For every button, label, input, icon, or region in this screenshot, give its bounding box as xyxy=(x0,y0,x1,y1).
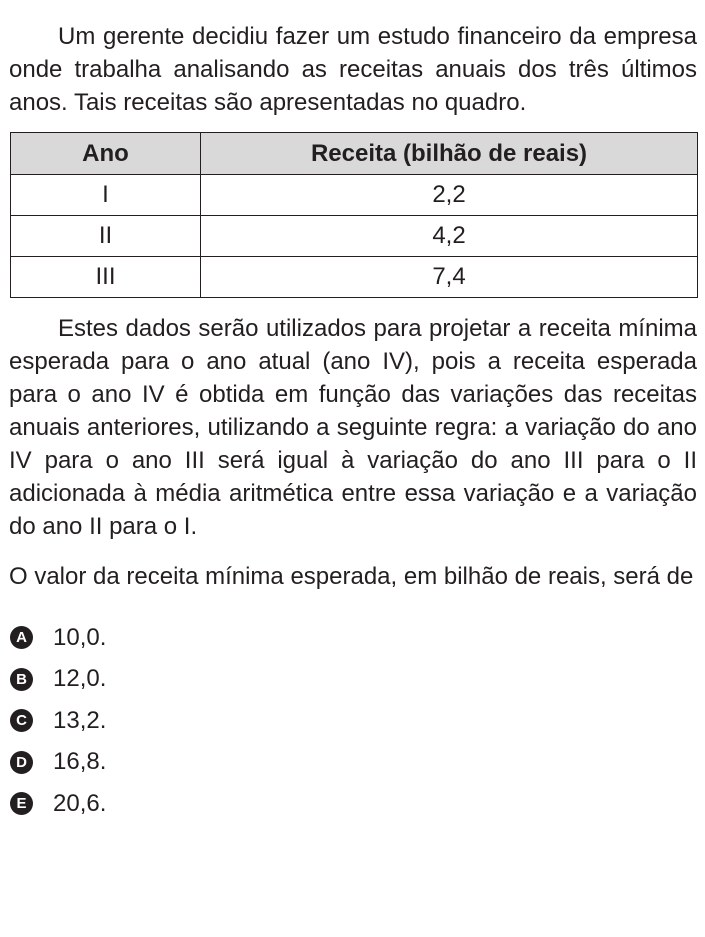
option-letter-badge: A xyxy=(10,626,33,649)
column-header-year: Ano xyxy=(11,133,201,175)
option-a[interactable] xyxy=(9,617,697,659)
option-letter-badge: B xyxy=(10,668,33,691)
question-prompt: O valor da receita mínima esperada, em bilhão de reais, será de xyxy=(9,563,694,590)
intro-paragraph: Um gerente decidiu fazer um estudo financeiro da empresa onde trabalha analisando as receitas anuais dos três últimos anos. Tais receitas são apresentadas no quadro. xyxy=(9,23,697,116)
option-text: 16,8. xyxy=(53,748,107,776)
rule-paragraph: Estes dados serão utilizados para projetar a receita mínima esperada para o ano atual (ano IV), pois a receita esperada para o ano IV é obtida em função das variações das receitas anuais anteriores, utilizando a seguinte regra: a variação do ano IV para o ano III será igual à variação do ano III para o II adicionada à média aritmética entre essa variação e a variação do ano II para o I. xyxy=(9,315,697,540)
year-cell: II xyxy=(11,216,201,257)
option-e[interactable] xyxy=(9,783,697,825)
table-row xyxy=(11,216,698,257)
answer-options xyxy=(9,617,697,825)
option-b[interactable] xyxy=(9,659,697,701)
revenue-cell: 2,2 xyxy=(201,175,698,216)
option-letter-badge: D xyxy=(10,751,33,774)
revenue-table xyxy=(10,132,698,298)
option-letter-badge: C xyxy=(10,709,33,732)
option-text: 10,0. xyxy=(53,623,107,651)
option-letter-badge: E xyxy=(10,792,33,815)
table-row xyxy=(11,257,698,298)
year-cell: III xyxy=(11,257,201,298)
table-row xyxy=(11,175,698,216)
column-header-revenue: Receita (bilhão de reais) xyxy=(201,133,698,175)
revenue-cell: 4,2 xyxy=(201,216,698,257)
year-cell: I xyxy=(11,175,201,216)
option-c[interactable] xyxy=(9,700,697,742)
option-text: 20,6. xyxy=(53,789,107,817)
option-text: 13,2. xyxy=(53,706,107,734)
option-d[interactable] xyxy=(9,742,697,784)
table-header-row xyxy=(11,133,698,175)
option-text: 12,0. xyxy=(53,665,107,693)
revenue-cell: 7,4 xyxy=(201,257,698,298)
